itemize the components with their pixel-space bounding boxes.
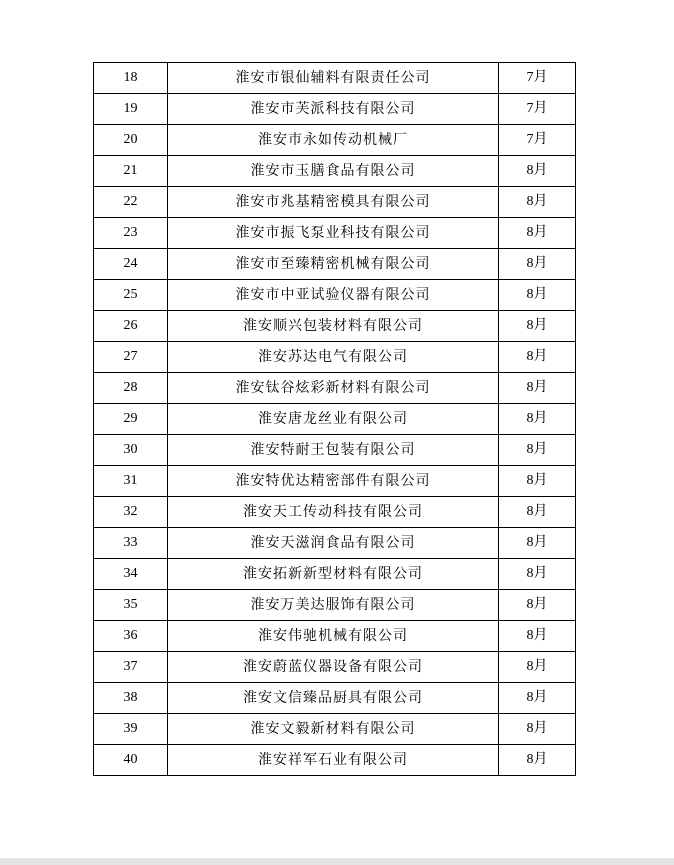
row-number: 21 xyxy=(94,156,168,187)
company-name: 淮安文信臻品厨具有限公司 xyxy=(168,683,499,714)
month-cell: 8月 xyxy=(499,187,576,218)
company-name: 淮安顺兴包装材料有限公司 xyxy=(168,311,499,342)
company-name: 淮安市银仙辅料有限责任公司 xyxy=(168,63,499,94)
row-number: 36 xyxy=(94,621,168,652)
company-name: 淮安祥军石业有限公司 xyxy=(168,745,499,776)
month-cell: 8月 xyxy=(499,652,576,683)
table-row xyxy=(94,63,576,94)
table-row xyxy=(94,249,576,280)
row-number: 19 xyxy=(94,94,168,125)
table-row xyxy=(94,94,576,125)
row-number: 39 xyxy=(94,714,168,745)
month-cell: 8月 xyxy=(499,218,576,249)
row-number: 18 xyxy=(94,63,168,94)
company-name: 淮安苏达电气有限公司 xyxy=(168,342,499,373)
month-cell: 8月 xyxy=(499,497,576,528)
page-bottom-band xyxy=(0,858,674,865)
row-number: 31 xyxy=(94,466,168,497)
row-number: 32 xyxy=(94,497,168,528)
company-table-body xyxy=(94,63,576,776)
company-name: 淮安市至臻精密机械有限公司 xyxy=(168,249,499,280)
table-row xyxy=(94,528,576,559)
month-cell: 7月 xyxy=(499,125,576,156)
row-number: 29 xyxy=(94,404,168,435)
table-row xyxy=(94,342,576,373)
table-row xyxy=(94,125,576,156)
table-row xyxy=(94,714,576,745)
month-cell: 8月 xyxy=(499,156,576,187)
row-number: 23 xyxy=(94,218,168,249)
row-number: 24 xyxy=(94,249,168,280)
row-number: 28 xyxy=(94,373,168,404)
company-name: 淮安市中亚试验仪器有限公司 xyxy=(168,280,499,311)
table-row xyxy=(94,466,576,497)
company-table xyxy=(93,62,576,776)
row-number: 34 xyxy=(94,559,168,590)
company-name: 淮安天工传动科技有限公司 xyxy=(168,497,499,528)
month-cell: 8月 xyxy=(499,249,576,280)
row-number: 20 xyxy=(94,125,168,156)
month-cell: 8月 xyxy=(499,373,576,404)
month-cell: 8月 xyxy=(499,714,576,745)
company-name: 淮安拓新新型材料有限公司 xyxy=(168,559,499,590)
month-cell: 8月 xyxy=(499,745,576,776)
month-cell: 8月 xyxy=(499,280,576,311)
table-row xyxy=(94,497,576,528)
company-name: 淮安万美达服饰有限公司 xyxy=(168,590,499,621)
table-row xyxy=(94,435,576,466)
month-cell: 8月 xyxy=(499,621,576,652)
row-number: 25 xyxy=(94,280,168,311)
month-cell: 8月 xyxy=(499,683,576,714)
row-number: 37 xyxy=(94,652,168,683)
company-name: 淮安市玉膳食品有限公司 xyxy=(168,156,499,187)
table-row xyxy=(94,373,576,404)
row-number: 33 xyxy=(94,528,168,559)
table-row xyxy=(94,745,576,776)
row-number: 22 xyxy=(94,187,168,218)
company-name: 淮安特优达精密部件有限公司 xyxy=(168,466,499,497)
company-name: 淮安文毅新材料有限公司 xyxy=(168,714,499,745)
company-name: 淮安特耐王包装有限公司 xyxy=(168,435,499,466)
month-cell: 8月 xyxy=(499,342,576,373)
table-row xyxy=(94,187,576,218)
month-cell: 8月 xyxy=(499,311,576,342)
table-row xyxy=(94,404,576,435)
company-name: 淮安唐龙丝业有限公司 xyxy=(168,404,499,435)
table-row xyxy=(94,280,576,311)
month-cell: 8月 xyxy=(499,404,576,435)
company-name: 淮安市永如传动机械厂 xyxy=(168,125,499,156)
month-cell: 8月 xyxy=(499,559,576,590)
month-cell: 8月 xyxy=(499,466,576,497)
company-name: 淮安市振飞泵业科技有限公司 xyxy=(168,218,499,249)
row-number: 30 xyxy=(94,435,168,466)
row-number: 35 xyxy=(94,590,168,621)
company-name: 淮安钛谷炫彩新材料有限公司 xyxy=(168,373,499,404)
table-row xyxy=(94,311,576,342)
table-row xyxy=(94,559,576,590)
month-cell: 8月 xyxy=(499,528,576,559)
table-row xyxy=(94,683,576,714)
company-name: 淮安市兆基精密模具有限公司 xyxy=(168,187,499,218)
company-name: 淮安天滋润食品有限公司 xyxy=(168,528,499,559)
month-cell: 8月 xyxy=(499,590,576,621)
row-number: 40 xyxy=(94,745,168,776)
table-row xyxy=(94,156,576,187)
table-row xyxy=(94,218,576,249)
company-name: 淮安蔚蓝仪器设备有限公司 xyxy=(168,652,499,683)
table-row xyxy=(94,652,576,683)
row-number: 26 xyxy=(94,311,168,342)
company-name: 淮安伟驰机械有限公司 xyxy=(168,621,499,652)
table-row xyxy=(94,621,576,652)
table-row xyxy=(94,590,576,621)
month-cell: 7月 xyxy=(499,63,576,94)
month-cell: 8月 xyxy=(499,435,576,466)
month-cell: 7月 xyxy=(499,94,576,125)
row-number: 27 xyxy=(94,342,168,373)
row-number: 38 xyxy=(94,683,168,714)
company-name: 淮安市芙派科技有限公司 xyxy=(168,94,499,125)
